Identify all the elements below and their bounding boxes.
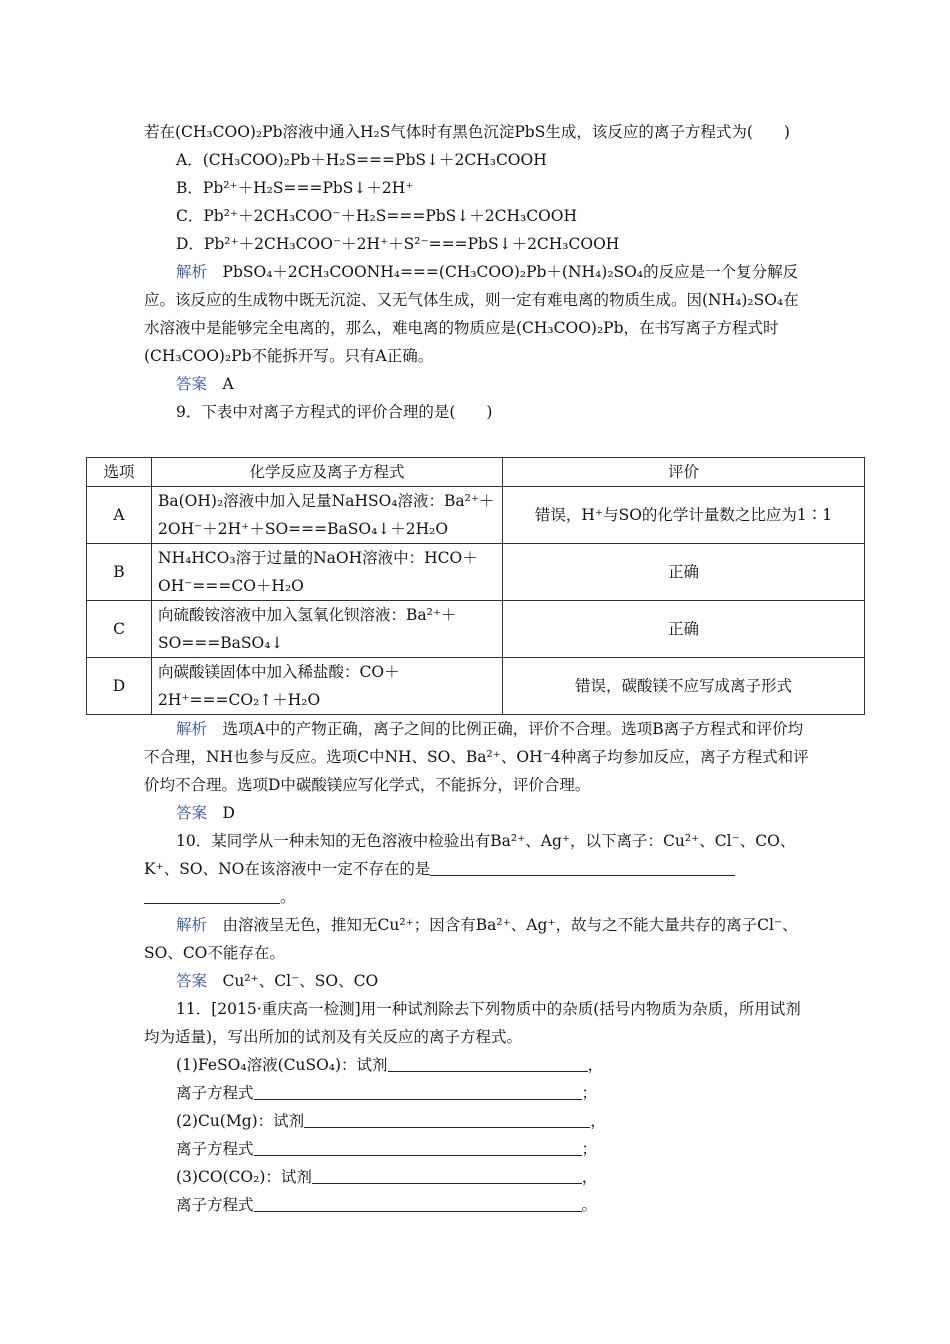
q8-analysis-text: PbSO₄＋2CH₃COONH₄===(CH₃COO)₂Pb＋(NH₄)₂SO₄的反应是一个复分解反应。该反应的生成物中既无沉淀、又无气体生成，则一定有难电离的物质生成。因(NH₄)₂SO₄在水溶液中是能够完全电离的，那么，难电离的物质应是(CH₃COO)₂Pb，在书写离子方程式时(CH₃COO)₂Pb不能拆开写。只有A正确。 (144, 263, 799, 365)
q8-option-b: B．Pb²⁺＋H₂S===PbS↓＋2H⁺ (176, 179, 414, 197)
analysis-label: 解析 (176, 916, 208, 934)
table-row (87, 487, 865, 544)
row-option: B (87, 544, 152, 601)
q8-option-a: A．(CH₃COO)₂Pb＋H₂S===PbS↓＋2CH₃COOH (176, 151, 547, 169)
separator: ； (581, 1140, 598, 1158)
header-evaluation: 评价 (503, 458, 865, 487)
table-row (87, 601, 865, 658)
q10-answer (144, 967, 809, 995)
reagent-blank[interactable] (312, 1165, 582, 1184)
q11-item-label: (1)FeSO₄溶液(CuSO₄)：试剂 (176, 1056, 388, 1074)
reagent-blank[interactable] (304, 1109, 590, 1128)
q8-answer-value: A (222, 375, 234, 393)
separator: 。 (581, 1196, 598, 1214)
q10-analysis (144, 911, 809, 967)
q9-answer (144, 799, 809, 827)
header-reaction: 化学反应及离子方程式 (152, 458, 503, 487)
q11-item-1 (144, 1051, 809, 1079)
q11-item-3-eq (144, 1191, 809, 1219)
q10-analysis-text: 由溶液呈无色，推知无Cu²⁺；因含有Ba²⁺、Ag⁺，故与之不能大量共存的离子Cl⁻、SO、CO不能存在。 (144, 916, 798, 962)
row-option: C (87, 601, 152, 658)
q10-stem-end: 。 (280, 888, 296, 906)
q10-answer-value: Cu²⁺、Cl⁻、SO、CO (222, 972, 379, 990)
row-reaction: Ba(OH)₂溶液中加入足量NaHSO₄溶液：Ba²⁺＋2OH⁻＋2H⁺＋SO===BaSO₄↓＋2H₂O (152, 487, 503, 544)
q10-answer-blank[interactable] (430, 857, 735, 876)
row-evaluation: 正确 (503, 544, 865, 601)
q11-item-1-eq (144, 1079, 809, 1107)
equation-label: 离子方程式 (176, 1140, 254, 1158)
row-evaluation: 错误，碳酸镁不应写成离子形式 (503, 658, 865, 715)
answer-label: 答案 (176, 375, 208, 393)
q9-analysis (144, 715, 809, 799)
q11-stem: 11．[2015·重庆高一检测]用一种试剂除去下列物质中的杂质(括号内物质为杂质，所用试剂均为适量)，写出所加的试剂及有关反应的离子方程式。 (144, 1000, 801, 1046)
questions-9-11 (144, 715, 809, 1219)
row-reaction: 向硫酸铵溶液中加入氢氧化钡溶液：Ba²⁺＋SO===BaSO₄↓ (152, 601, 503, 658)
answer-label: 答案 (176, 972, 208, 990)
question-8 (144, 118, 809, 426)
q8-analysis (144, 258, 809, 370)
equation-blank[interactable] (254, 1137, 582, 1156)
q9-table-header (87, 458, 865, 487)
analysis-label: 解析 (176, 263, 208, 281)
q11-item-2 (144, 1107, 809, 1135)
reagent-blank[interactable] (388, 1053, 588, 1072)
header-option: 选项 (87, 458, 152, 487)
equation-blank[interactable] (254, 1193, 582, 1212)
row-evaluation: 正确 (503, 601, 865, 658)
table-row (87, 544, 865, 601)
q11-item-label: (2)Cu(Mg)：试剂 (176, 1112, 305, 1130)
row-evaluation: 错误，H⁺与SO的化学计量数之比应为1∶1 (503, 487, 865, 544)
separator: ， (581, 1168, 598, 1186)
q10-answer-blank-cont[interactable] (144, 885, 280, 904)
table-row (87, 658, 865, 715)
q9-answer-value: D (222, 804, 235, 822)
q11-item-2-eq (144, 1135, 809, 1163)
analysis-label: 解析 (176, 720, 208, 738)
q9-analysis-text: 选项A中的产物正确，离子之间的比例正确，评价不合理。选项B离子方程式和评价均不合理，NH也参与反应。选项C中NH、SO、Ba²⁺、OH⁻4种离子均参加反应，离子方程式和评价均不合理。选项D中碳酸镁应写化学式，不能拆分，评价合理。 (144, 720, 809, 794)
separator: ； (581, 1084, 598, 1102)
separator: ， (590, 1112, 606, 1130)
equation-blank[interactable] (254, 1081, 582, 1100)
row-option: D (87, 658, 152, 715)
q9-table (86, 457, 865, 715)
q11-item-label: (3)CO(CO₂)：试剂 (176, 1168, 312, 1186)
equation-label: 离子方程式 (176, 1196, 254, 1214)
q8-answer (144, 370, 809, 398)
row-reaction: NH₄HCO₃溶于过量的NaOH溶液中：HCO＋OH⁻===CO＋H₂O (152, 544, 503, 601)
row-option: A (87, 487, 152, 544)
q8-stem: 若在(CH₃COO)₂Pb溶液中通入H₂S气体时有黑色沉淀PbS生成，该反应的离子方程式为( ) (144, 123, 790, 141)
separator: ， (587, 1056, 604, 1074)
row-reaction: 向碳酸镁固体中加入稀盐酸：CO＋2H⁺===CO₂↑＋H₂O (152, 658, 503, 715)
q10-stem (144, 827, 809, 911)
q9-stem: 9．下表中对离子方程式的评价合理的是( ) (176, 403, 493, 421)
q11-item-3 (144, 1163, 809, 1191)
q10-stem-text: 10．某同学从一种未知的无色溶液中检验出有Ba²⁺、Ag⁺，以下离子：Cu²⁺、Cl⁻、CO、K⁺、SO、NO在该溶液中一定不存在的是 (144, 832, 796, 878)
q8-option-c: C．Pb²⁺＋2CH₃COO⁻＋H₂S===PbS↓＋2CH₃COOH (176, 207, 578, 225)
q8-option-d: D．Pb²⁺＋2CH₃COO⁻＋2H⁺＋S²⁻===PbS↓＋2CH₃COOH (176, 235, 620, 253)
answer-label: 答案 (176, 804, 208, 822)
equation-label: 离子方程式 (176, 1084, 254, 1102)
